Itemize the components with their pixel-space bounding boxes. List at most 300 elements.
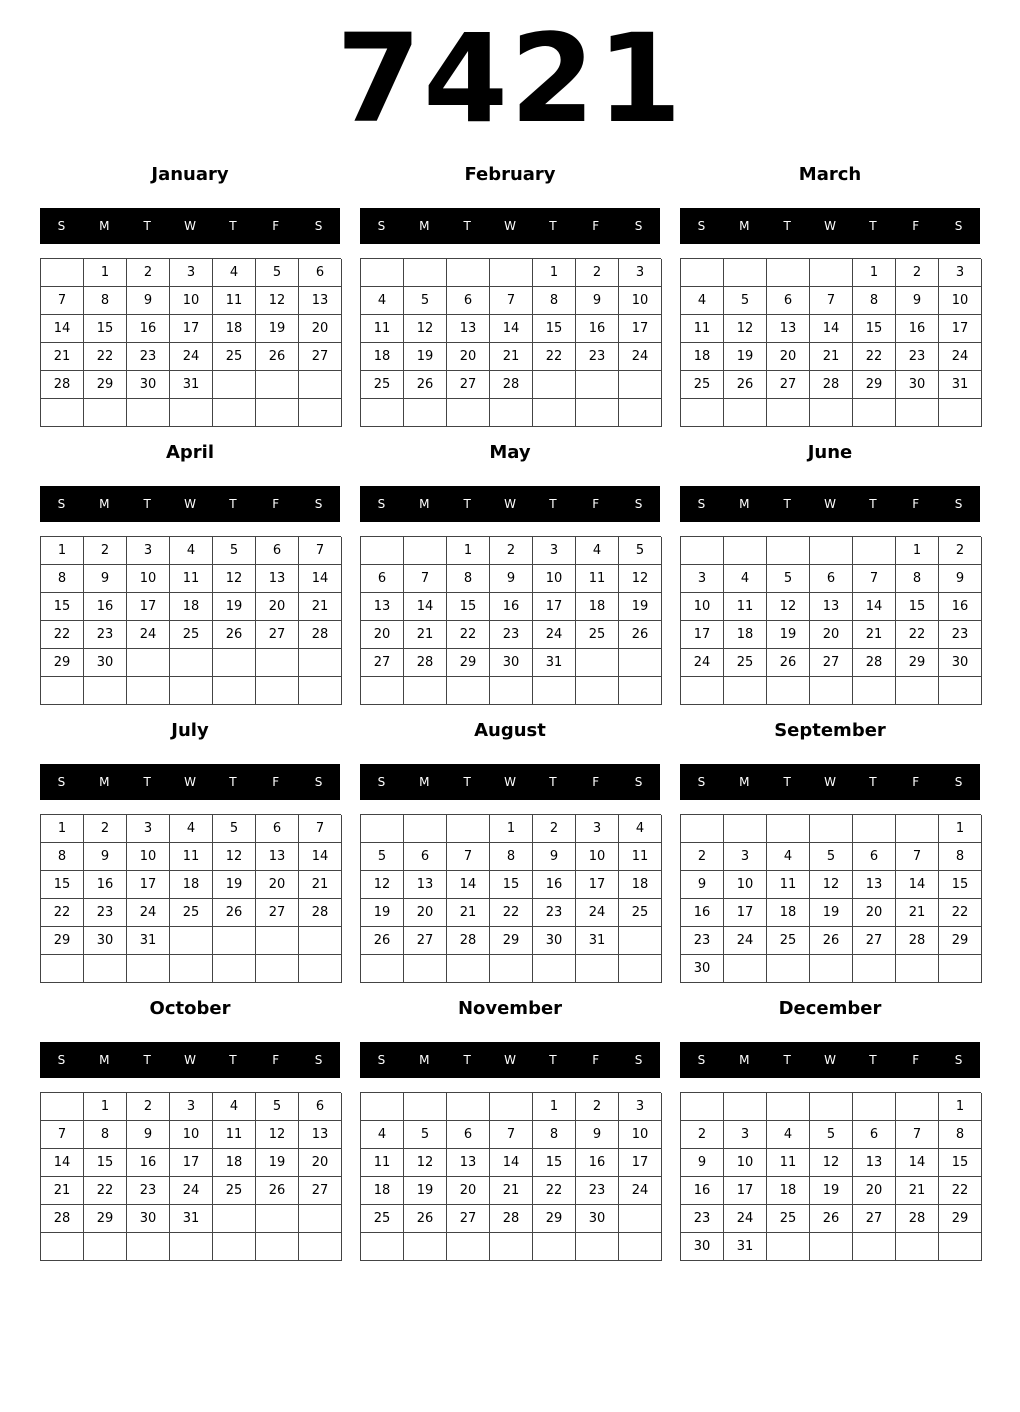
day-cell: 7 xyxy=(41,1121,84,1149)
day-cell: 27 xyxy=(361,649,404,677)
day-cell: 6 xyxy=(256,537,299,565)
day-cell: 14 xyxy=(447,871,490,899)
empty-cell xyxy=(490,955,533,983)
empty-cell xyxy=(447,1093,490,1121)
day-cell: 25 xyxy=(681,371,724,399)
weekday-label: S xyxy=(634,1053,643,1067)
day-cell: 3 xyxy=(533,537,576,565)
day-cell: 4 xyxy=(724,565,767,593)
empty-cell xyxy=(681,815,724,843)
day-grid xyxy=(360,814,661,983)
empty-cell xyxy=(619,1233,662,1261)
day-cell: 28 xyxy=(896,1205,939,1233)
weekday-label: F xyxy=(592,1053,600,1067)
day-cell: 18 xyxy=(361,1177,404,1205)
weekday-header xyxy=(680,208,980,244)
weekday-label: S xyxy=(57,775,66,789)
day-cell: 10 xyxy=(127,843,170,871)
day-cell: 6 xyxy=(853,843,896,871)
day-cell: 11 xyxy=(619,843,662,871)
day-cell: 9 xyxy=(533,843,576,871)
empty-cell xyxy=(896,1093,939,1121)
day-cell: 4 xyxy=(619,815,662,843)
day-cell: 17 xyxy=(170,1149,213,1177)
day-cell: 30 xyxy=(127,1205,170,1233)
weekday-label: F xyxy=(592,497,600,511)
day-cell: 18 xyxy=(767,1177,810,1205)
empty-cell xyxy=(299,399,342,427)
month-name: August xyxy=(474,720,546,741)
day-cell: 16 xyxy=(681,1177,724,1205)
day-cell: 15 xyxy=(896,593,939,621)
empty-cell xyxy=(127,955,170,983)
weekday-label: T xyxy=(549,1053,557,1067)
day-cell: 1 xyxy=(84,1093,127,1121)
day-cell: 25 xyxy=(724,649,767,677)
empty-cell xyxy=(576,1233,619,1261)
weekday-header xyxy=(40,208,340,244)
weekday-label: W xyxy=(824,219,836,233)
day-cell: 8 xyxy=(533,1121,576,1149)
empty-cell xyxy=(724,399,767,427)
day-cell: 26 xyxy=(213,899,256,927)
day-cell: 22 xyxy=(939,1177,982,1205)
day-cell: 19 xyxy=(619,593,662,621)
empty-cell xyxy=(299,677,342,705)
day-cell: 20 xyxy=(256,871,299,899)
empty-cell xyxy=(170,399,213,427)
weekday-header xyxy=(40,1042,340,1078)
weekday-label: M xyxy=(99,219,110,233)
empty-cell xyxy=(576,649,619,677)
day-cell: 22 xyxy=(447,621,490,649)
day-cell: 23 xyxy=(576,1177,619,1205)
empty-cell xyxy=(256,371,299,399)
day-cell: 20 xyxy=(256,593,299,621)
day-cell: 7 xyxy=(41,287,84,315)
empty-cell xyxy=(299,955,342,983)
empty-cell xyxy=(619,1205,662,1233)
day-cell: 31 xyxy=(724,1233,767,1261)
empty-cell xyxy=(127,1233,170,1261)
day-cell: 28 xyxy=(41,371,84,399)
empty-cell xyxy=(896,399,939,427)
empty-cell xyxy=(41,399,84,427)
day-cell: 20 xyxy=(404,899,447,927)
weekday-label: S xyxy=(697,1053,706,1067)
day-cell: 10 xyxy=(127,565,170,593)
day-cell: 31 xyxy=(170,371,213,399)
empty-cell xyxy=(939,677,982,705)
day-cell: 7 xyxy=(853,565,896,593)
empty-cell xyxy=(939,399,982,427)
day-cell: 26 xyxy=(213,621,256,649)
day-cell: 9 xyxy=(490,565,533,593)
empty-cell xyxy=(41,1233,84,1261)
day-cell: 2 xyxy=(490,537,533,565)
day-cell: 14 xyxy=(41,315,84,343)
day-cell: 8 xyxy=(896,565,939,593)
empty-cell xyxy=(533,677,576,705)
empty-cell xyxy=(127,677,170,705)
day-cell: 27 xyxy=(404,927,447,955)
day-cell: 13 xyxy=(447,315,490,343)
day-cell: 25 xyxy=(213,1177,256,1205)
day-cell: 17 xyxy=(724,899,767,927)
day-cell: 7 xyxy=(490,287,533,315)
weekday-label: S xyxy=(954,1053,963,1067)
day-cell: 13 xyxy=(299,1121,342,1149)
day-cell: 3 xyxy=(619,1093,662,1121)
day-cell: 21 xyxy=(896,1177,939,1205)
weekday-label: W xyxy=(504,497,516,511)
empty-cell xyxy=(447,677,490,705)
day-cell: 7 xyxy=(299,537,342,565)
empty-cell xyxy=(767,1233,810,1261)
weekday-label: T xyxy=(869,497,877,511)
day-cell: 15 xyxy=(41,593,84,621)
day-cell: 21 xyxy=(404,621,447,649)
day-cell: 22 xyxy=(41,621,84,649)
day-cell: 17 xyxy=(724,1177,767,1205)
day-cell: 24 xyxy=(681,649,724,677)
weekday-label: T xyxy=(869,1053,877,1067)
day-cell: 31 xyxy=(127,927,170,955)
day-cell: 22 xyxy=(490,899,533,927)
day-cell: 29 xyxy=(447,649,490,677)
year-title: 7421 xyxy=(336,8,684,150)
day-cell: 22 xyxy=(896,621,939,649)
month-name: March xyxy=(798,164,862,185)
day-cell: 9 xyxy=(84,565,127,593)
day-cell: 29 xyxy=(41,649,84,677)
weekday-label: T xyxy=(869,775,877,789)
empty-cell xyxy=(810,677,853,705)
day-cell: 20 xyxy=(361,621,404,649)
day-cell: 10 xyxy=(533,565,576,593)
empty-cell xyxy=(853,1093,896,1121)
day-cell: 14 xyxy=(41,1149,84,1177)
day-cell: 3 xyxy=(939,259,982,287)
day-cell: 17 xyxy=(127,593,170,621)
empty-cell xyxy=(810,1233,853,1261)
day-grid xyxy=(40,258,341,427)
day-cell: 18 xyxy=(767,899,810,927)
weekday-label: M xyxy=(419,219,430,233)
day-cell: 18 xyxy=(724,621,767,649)
day-cell: 12 xyxy=(724,315,767,343)
day-cell: 23 xyxy=(576,343,619,371)
day-cell: 1 xyxy=(533,1093,576,1121)
day-cell: 8 xyxy=(853,287,896,315)
day-cell: 1 xyxy=(490,815,533,843)
day-cell: 29 xyxy=(41,927,84,955)
empty-cell xyxy=(213,677,256,705)
day-cell: 14 xyxy=(299,565,342,593)
day-cell: 4 xyxy=(170,815,213,843)
day-cell: 19 xyxy=(767,621,810,649)
day-cell: 16 xyxy=(84,593,127,621)
day-cell: 2 xyxy=(533,815,576,843)
empty-cell xyxy=(767,537,810,565)
weekday-label: T xyxy=(463,775,471,789)
day-cell: 20 xyxy=(853,1177,896,1205)
day-cell: 25 xyxy=(213,343,256,371)
day-cell: 24 xyxy=(127,899,170,927)
weekday-label: T xyxy=(549,775,557,789)
day-cell: 14 xyxy=(299,843,342,871)
day-cell: 31 xyxy=(170,1205,213,1233)
empty-cell xyxy=(361,1093,404,1121)
empty-cell xyxy=(447,815,490,843)
day-cell: 27 xyxy=(810,649,853,677)
day-cell: 25 xyxy=(361,371,404,399)
day-cell: 26 xyxy=(810,927,853,955)
day-cell: 25 xyxy=(767,927,810,955)
day-cell: 15 xyxy=(41,871,84,899)
day-cell: 15 xyxy=(853,315,896,343)
day-grid xyxy=(680,536,981,705)
day-cell: 22 xyxy=(41,899,84,927)
day-cell: 7 xyxy=(810,287,853,315)
day-cell: 26 xyxy=(256,1177,299,1205)
empty-cell xyxy=(853,677,896,705)
empty-cell xyxy=(361,399,404,427)
day-cell: 23 xyxy=(896,343,939,371)
empty-cell xyxy=(299,649,342,677)
day-cell: 5 xyxy=(619,537,662,565)
day-cell: 24 xyxy=(619,343,662,371)
weekday-label: M xyxy=(739,497,750,511)
day-cell: 28 xyxy=(447,927,490,955)
empty-cell xyxy=(170,955,213,983)
day-cell: 27 xyxy=(299,343,342,371)
day-cell: 5 xyxy=(361,843,404,871)
day-cell: 29 xyxy=(533,1205,576,1233)
day-cell: 3 xyxy=(724,1121,767,1149)
weekday-label: W xyxy=(184,775,196,789)
day-cell: 6 xyxy=(447,1121,490,1149)
day-cell: 1 xyxy=(447,537,490,565)
day-cell: 31 xyxy=(533,649,576,677)
day-cell: 16 xyxy=(84,871,127,899)
day-cell: 27 xyxy=(767,371,810,399)
empty-cell xyxy=(404,1093,447,1121)
day-cell: 11 xyxy=(767,1149,810,1177)
day-cell: 5 xyxy=(213,537,256,565)
empty-cell xyxy=(256,399,299,427)
empty-cell xyxy=(41,259,84,287)
weekday-header xyxy=(680,486,980,522)
empty-cell xyxy=(533,955,576,983)
day-cell: 1 xyxy=(896,537,939,565)
day-cell: 11 xyxy=(213,287,256,315)
day-cell: 18 xyxy=(170,593,213,621)
day-cell: 5 xyxy=(767,565,810,593)
day-cell: 13 xyxy=(404,871,447,899)
day-cell: 1 xyxy=(41,815,84,843)
day-cell: 28 xyxy=(490,371,533,399)
day-cell: 1 xyxy=(939,1093,982,1121)
day-cell: 26 xyxy=(256,343,299,371)
weekday-label: S xyxy=(377,1053,386,1067)
day-cell: 15 xyxy=(533,315,576,343)
day-cell: 28 xyxy=(404,649,447,677)
day-cell: 21 xyxy=(41,343,84,371)
empty-cell xyxy=(896,677,939,705)
empty-cell xyxy=(170,927,213,955)
weekday-label: S xyxy=(697,219,706,233)
day-cell: 23 xyxy=(127,343,170,371)
empty-cell xyxy=(619,371,662,399)
day-cell: 20 xyxy=(299,315,342,343)
weekday-label: M xyxy=(419,775,430,789)
day-cell: 16 xyxy=(681,899,724,927)
weekday-label: M xyxy=(99,497,110,511)
day-cell: 30 xyxy=(127,371,170,399)
empty-cell xyxy=(619,677,662,705)
empty-cell xyxy=(84,399,127,427)
day-cell: 5 xyxy=(810,843,853,871)
empty-cell xyxy=(84,1233,127,1261)
weekday-label: F xyxy=(912,1053,920,1067)
day-cell: 24 xyxy=(619,1177,662,1205)
day-cell: 31 xyxy=(939,371,982,399)
empty-cell xyxy=(939,1233,982,1261)
day-cell: 4 xyxy=(213,259,256,287)
weekday-label: F xyxy=(272,775,280,789)
day-cell: 2 xyxy=(84,537,127,565)
weekday-header xyxy=(40,486,340,522)
day-cell: 10 xyxy=(576,843,619,871)
weekday-label: T xyxy=(229,219,237,233)
day-cell: 9 xyxy=(84,843,127,871)
empty-cell xyxy=(361,537,404,565)
day-cell: 13 xyxy=(256,565,299,593)
weekday-label: S xyxy=(314,497,323,511)
day-cell: 4 xyxy=(361,287,404,315)
weekday-label: T xyxy=(783,219,791,233)
day-cell: 11 xyxy=(170,565,213,593)
day-cell: 23 xyxy=(939,621,982,649)
empty-cell xyxy=(767,1093,810,1121)
weekday-label: T xyxy=(549,497,557,511)
day-cell: 8 xyxy=(84,1121,127,1149)
day-cell: 6 xyxy=(810,565,853,593)
day-cell: 2 xyxy=(127,1093,170,1121)
day-cell: 9 xyxy=(127,1121,170,1149)
day-cell: 29 xyxy=(939,1205,982,1233)
empty-cell xyxy=(404,1233,447,1261)
day-cell: 18 xyxy=(681,343,724,371)
day-cell: 24 xyxy=(724,1205,767,1233)
day-cell: 16 xyxy=(576,1149,619,1177)
empty-cell xyxy=(724,1093,767,1121)
empty-cell xyxy=(213,399,256,427)
weekday-label: S xyxy=(377,497,386,511)
day-cell: 19 xyxy=(724,343,767,371)
empty-cell xyxy=(767,259,810,287)
empty-cell xyxy=(213,1205,256,1233)
day-cell: 11 xyxy=(213,1121,256,1149)
day-cell: 24 xyxy=(939,343,982,371)
day-cell: 19 xyxy=(213,871,256,899)
day-cell: 24 xyxy=(170,343,213,371)
empty-cell xyxy=(299,371,342,399)
day-cell: 9 xyxy=(681,1149,724,1177)
day-cell: 14 xyxy=(896,871,939,899)
empty-cell xyxy=(256,677,299,705)
weekday-label: S xyxy=(634,497,643,511)
empty-cell xyxy=(810,399,853,427)
day-cell: 15 xyxy=(84,315,127,343)
day-cell: 14 xyxy=(810,315,853,343)
day-cell: 17 xyxy=(533,593,576,621)
weekday-label: S xyxy=(954,219,963,233)
weekday-label: T xyxy=(463,1053,471,1067)
empty-cell xyxy=(404,259,447,287)
day-cell: 1 xyxy=(41,537,84,565)
day-cell: 13 xyxy=(256,843,299,871)
empty-cell xyxy=(404,677,447,705)
empty-cell xyxy=(681,537,724,565)
empty-cell xyxy=(170,649,213,677)
day-grid xyxy=(680,258,981,427)
day-cell: 12 xyxy=(404,1149,447,1177)
day-cell: 10 xyxy=(170,287,213,315)
day-cell: 11 xyxy=(724,593,767,621)
weekday-label: T xyxy=(143,775,151,789)
empty-cell xyxy=(447,1233,490,1261)
empty-cell xyxy=(213,1233,256,1261)
day-cell: 19 xyxy=(256,1149,299,1177)
empty-cell xyxy=(853,815,896,843)
weekday-label: S xyxy=(57,497,66,511)
weekday-label: W xyxy=(504,775,516,789)
day-cell: 6 xyxy=(404,843,447,871)
day-cell: 13 xyxy=(853,871,896,899)
weekday-label: T xyxy=(229,497,237,511)
day-cell: 7 xyxy=(490,1121,533,1149)
day-cell: 12 xyxy=(404,315,447,343)
day-cell: 24 xyxy=(533,621,576,649)
weekday-label: F xyxy=(272,219,280,233)
day-cell: 24 xyxy=(724,927,767,955)
weekday-label: M xyxy=(739,219,750,233)
weekday-label: T xyxy=(783,775,791,789)
day-cell: 21 xyxy=(853,621,896,649)
empty-cell xyxy=(810,259,853,287)
day-cell: 17 xyxy=(170,315,213,343)
day-cell: 5 xyxy=(256,259,299,287)
month-name: October xyxy=(149,998,231,1019)
weekday-label: W xyxy=(184,1053,196,1067)
empty-cell xyxy=(767,955,810,983)
empty-cell xyxy=(681,399,724,427)
day-cell: 8 xyxy=(533,287,576,315)
day-cell: 26 xyxy=(404,1205,447,1233)
day-cell: 11 xyxy=(361,315,404,343)
weekday-label: S xyxy=(57,1053,66,1067)
weekday-header xyxy=(40,764,340,800)
day-cell: 19 xyxy=(810,1177,853,1205)
day-grid xyxy=(360,258,661,427)
day-cell: 12 xyxy=(767,593,810,621)
day-cell: 18 xyxy=(361,343,404,371)
day-cell: 12 xyxy=(256,1121,299,1149)
day-cell: 3 xyxy=(724,843,767,871)
day-cell: 2 xyxy=(576,259,619,287)
